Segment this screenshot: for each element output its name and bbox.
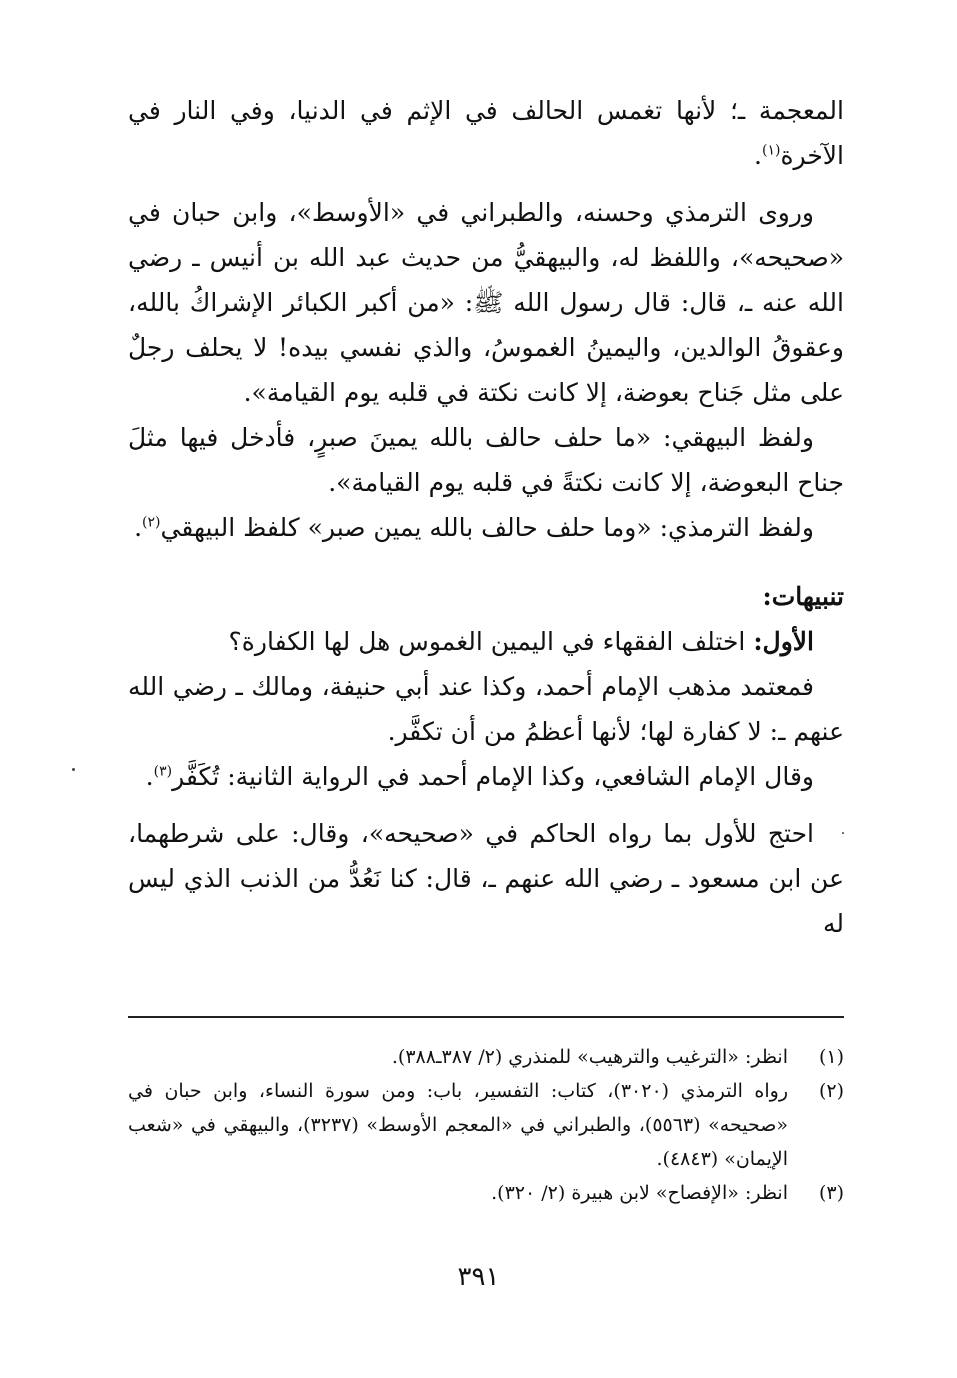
footnotes: [128, 1040, 844, 1210]
footnote-1: [128, 1040, 844, 1074]
footnote-text: انظر: «الترغيب والترهيب» للمنذري (٢/ ٣٨٧ـ٣٨٨).: [391, 1046, 788, 1068]
scan-speck: [842, 832, 844, 834]
paragraph-4: ولفظ الترمذي: «وما حلف حالف بالله يمين صبر» كلفظ البيهقي$^{(٢)}$.: [134, 513, 814, 542]
paragraph-6: وقال الإمام الشافعي، وكذا الإمام أحمد في الرواية الثانية: تُكَفَّر$^{(٣)}$.: [145, 762, 814, 791]
footnote-2: [128, 1074, 844, 1176]
footnote-ref-1[interactable]: (١): [761, 142, 781, 159]
footnote-separator: [128, 1016, 844, 1018]
scan-speck: [72, 768, 75, 771]
footnote-ref-3[interactable]: (٣): [153, 763, 173, 780]
section-heading: تنبيهات:: [762, 582, 844, 611]
footnote-number: (٣): [818, 1182, 844, 1204]
paragraph-3: ولفظ البيهقي: «ما حلف حالف بالله يمينَ صبرٍ، فأدخل فيها مثلَ جناح البعوضة، إلا كانت نكتةً في قلبه يوم القيامة».: [128, 423, 844, 497]
footnote-3: [128, 1176, 844, 1210]
page-number: ٣٩١: [457, 1262, 500, 1292]
footnote-text: انظر: «الإفصاح» لابن هبيرة (٢/ ٣٢٠).: [491, 1182, 788, 1204]
footnote-number: (١): [818, 1046, 844, 1068]
first-point-text: اختلف الفقهاء في اليمين الغموس هل لها الكفارة؟: [228, 627, 746, 656]
footnote-number: (٢): [818, 1080, 844, 1102]
paragraph-5: فمعتمد مذهب الإمام أحمد، وكذا عند أبي حنيفة، ومالك ـ رضي الله عنهم ـ: لا كفارة لها؛ لأنها أعظمُ من أن تكفَّر.: [128, 672, 844, 746]
first-point-label: الأول:: [753, 627, 814, 656]
first-point: [128, 619, 844, 664]
paragraph-2: وروى الترمذي وحسنه، والطبراني في «الأوسط»، وابن حبان في «صحيحه»، واللفظ له، والبيهقيُّ من حديث عبد الله بن أنيس ـ رضي الله عنه ـ، قال: قال رسول الله ﷺ: «من أكبر الكبائر الإشراكُ بالله، وعقوقُ الوالدين، واليمينُ الغموسُ، والذي نفسي بيده! لا يحلف رجلٌ على مثل جَناح بعوضة، إلا كانت نكتة في قلبه يوم القيامة».: [128, 198, 844, 407]
footnote-text: رواه الترمذي (٣٠٢٠)، كتاب: التفسير، باب: ومن سورة النساء، وابن حبان في «صحيحه» (٥٥٦٣)، والطبراني في «المعجم الأوسط» (٣٢٣٧)، والبيهقي في «شعب الإيمان» (٤٨٤٣).: [128, 1080, 789, 1170]
paragraph-1: المعجمة ـ؛ لأنها تغمس الحالف في الإثم في الدنيا، وفي النار في الآخرة$^{(١)}$.: [128, 96, 844, 170]
main-text: [128, 88, 844, 946]
paragraph-7: احتج للأول بما رواه الحاكم في «صحيحه»، وقال: على شرطهما، عن ابن مسعود ـ رضي الله عنهم ـ، قال: كنا نَعُدُّ من الذنب الذي ليس له: [128, 819, 844, 938]
footnote-ref-2[interactable]: (٢): [142, 514, 161, 531]
